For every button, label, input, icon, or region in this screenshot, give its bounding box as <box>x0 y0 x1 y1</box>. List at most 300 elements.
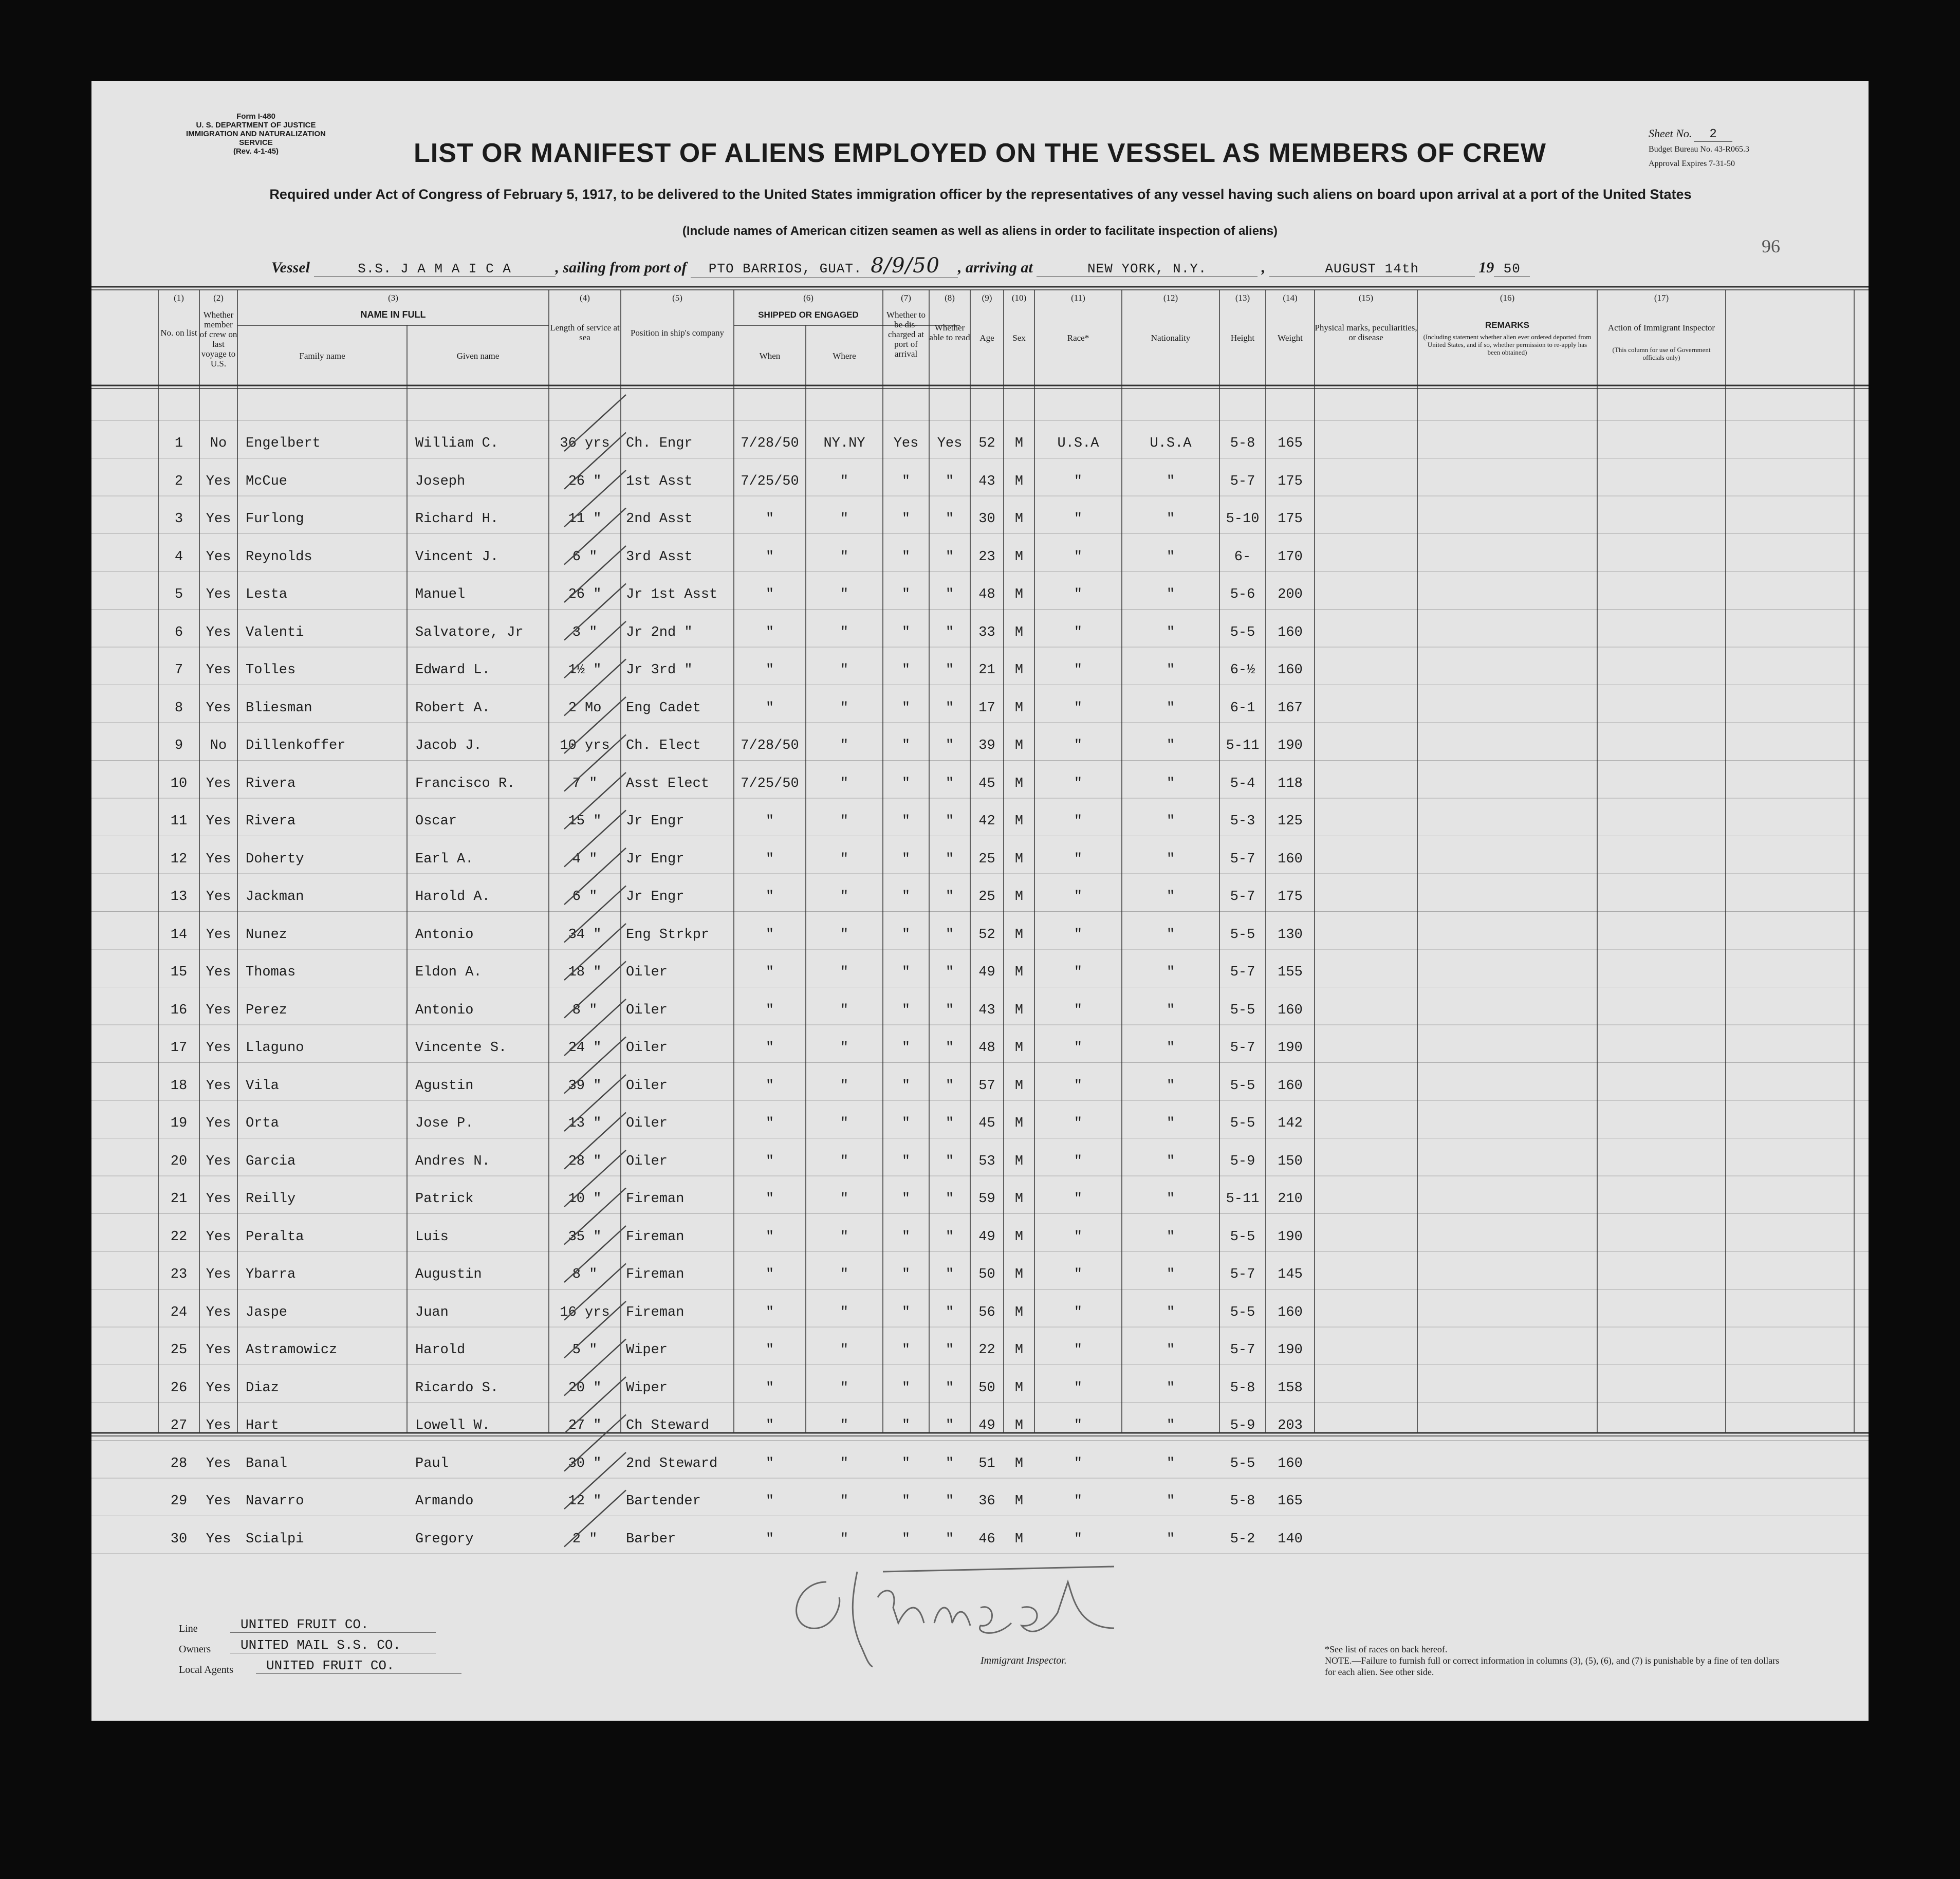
nationality-cell: " <box>1166 1229 1175 1245</box>
col-num: (14) <box>1283 293 1298 303</box>
discharged-cell: " <box>901 889 911 905</box>
age-cell: 45 <box>978 1116 995 1131</box>
when-cell: " <box>765 1304 774 1320</box>
weight-cell: 200 <box>1278 587 1303 602</box>
discharged-cell: " <box>901 1456 911 1471</box>
age-cell: 57 <box>978 1078 995 1094</box>
race-cell: " <box>1074 587 1083 602</box>
last-voyage-cell: Yes <box>206 1456 231 1471</box>
race-cell: " <box>1074 624 1083 640</box>
sailing-label: , sailing from port of <box>555 259 687 276</box>
when-cell: " <box>765 1191 774 1207</box>
discharged-cell: " <box>901 700 911 716</box>
last-voyage-cell: Yes <box>206 700 231 716</box>
sex-cell: M <box>1014 1342 1024 1358</box>
footnotes <box>1325 1644 1787 1678</box>
row-number: 3 <box>174 511 183 527</box>
where-cell: " <box>840 1229 849 1245</box>
able-to-read-cell: " <box>945 776 954 791</box>
height-cell: 5-5 <box>1230 624 1255 640</box>
nationality-cell: " <box>1166 1078 1175 1094</box>
position-cell: Wiper <box>626 1380 668 1396</box>
discharged-cell: " <box>901 1116 911 1131</box>
nationality-cell: " <box>1166 587 1175 602</box>
weight-cell: 175 <box>1278 889 1303 905</box>
header-length-of-service: Length of service at sea <box>550 323 620 342</box>
revision: (Rev. 4-1-45) <box>233 147 279 156</box>
sex-cell: M <box>1014 1494 1024 1509</box>
family-name-cell: Llaguno <box>246 1040 304 1056</box>
given-name-cell: Andres N. <box>415 1153 490 1169</box>
height-cell: 5-5 <box>1230 1456 1255 1471</box>
able-to-read-cell: " <box>945 814 954 829</box>
service-cell: 30 " <box>568 1456 602 1471</box>
when-cell: " <box>765 1531 774 1547</box>
sex-cell: M <box>1014 1380 1024 1396</box>
race-cell: " <box>1074 851 1083 867</box>
given-name-cell: Vincente S. <box>415 1040 507 1056</box>
family-name-cell: Astramowicz <box>246 1342 338 1358</box>
weight-cell: 150 <box>1278 1153 1303 1169</box>
nationality-cell: " <box>1166 889 1175 905</box>
when-cell: " <box>765 1380 774 1396</box>
able-to-read-cell: " <box>945 1267 954 1282</box>
nationality-cell: " <box>1166 1153 1175 1169</box>
nationality-cell: " <box>1166 700 1175 716</box>
col-num: (4) <box>580 293 590 303</box>
race-cell: U.S.A <box>1057 436 1099 451</box>
nationality-cell: " <box>1166 1456 1175 1471</box>
family-name-cell: Reynolds <box>246 549 312 565</box>
age-cell: 39 <box>978 738 995 753</box>
height-cell: 5-7 <box>1230 1342 1255 1358</box>
service-cell: 24 " <box>568 1040 602 1056</box>
nationality-cell: " <box>1166 473 1175 489</box>
sex-cell: M <box>1014 814 1024 829</box>
discharged-cell: " <box>901 1267 911 1282</box>
position-cell: Oiler <box>626 1153 668 1169</box>
nationality-cell: " <box>1166 549 1175 565</box>
where-cell: " <box>840 814 849 829</box>
when-cell: " <box>765 1002 774 1018</box>
given-name-cell: Juan <box>415 1304 449 1320</box>
position-cell: Eng Strkpr <box>626 927 710 943</box>
line-value: UNITED FRUIT CO. <box>230 1617 436 1633</box>
family-name-cell: Nunez <box>246 927 288 943</box>
given-name-cell: Salvatore, Jr <box>415 624 524 640</box>
given-name-cell: Earl A. <box>415 851 474 867</box>
race-cell: " <box>1074 1418 1083 1433</box>
family-name-cell: Bliesman <box>246 700 312 716</box>
service-cell: 34 " <box>568 927 602 943</box>
sex-cell: M <box>1014 1418 1024 1433</box>
header-able-to-read: Whether able to read <box>929 323 970 342</box>
when-cell: 7/25/50 <box>741 473 799 489</box>
age-cell: 49 <box>978 965 995 980</box>
where-cell: " <box>840 473 849 489</box>
race-cell: " <box>1074 549 1083 565</box>
sex-cell: M <box>1014 927 1024 943</box>
race-cell: " <box>1074 927 1083 943</box>
family-name-cell: Scialpi <box>246 1531 304 1547</box>
row-number: 19 <box>170 1116 188 1131</box>
header-nationality: Nationality <box>1151 333 1191 343</box>
position-cell: Ch Steward <box>626 1418 710 1433</box>
row-number: 18 <box>170 1078 188 1094</box>
family-name-cell: Rivera <box>246 776 296 791</box>
row-number: 1 <box>174 436 183 451</box>
last-voyage-cell: Yes <box>206 1116 231 1131</box>
inspector-signature <box>754 1551 1217 1669</box>
position-cell: Jr 1st Asst <box>626 587 718 602</box>
discharged-cell: " <box>901 1002 911 1018</box>
header-height: Height <box>1230 333 1255 343</box>
family-name-cell: Dillenkoffer <box>246 738 346 753</box>
discharged-cell: Yes <box>893 436 919 451</box>
col-num: (12) <box>1163 293 1178 303</box>
service-cell: 6 " <box>572 549 598 565</box>
when-cell: " <box>765 965 774 980</box>
race-cell: " <box>1074 1494 1083 1509</box>
able-to-read-cell: Yes <box>937 436 963 451</box>
row-number: 2 <box>174 473 183 489</box>
when-cell: " <box>765 1078 774 1094</box>
position-cell: Fireman <box>626 1191 685 1207</box>
col-num: (3) <box>388 293 398 303</box>
able-to-read-cell: " <box>945 889 954 905</box>
family-name-cell: Engelbert <box>246 436 321 451</box>
given-name-cell: Armando <box>415 1494 474 1509</box>
where-cell: " <box>840 1267 849 1282</box>
form-number: Form I-480 <box>236 112 275 121</box>
weight-cell: 160 <box>1278 662 1303 678</box>
height-cell: 5-5 <box>1230 1229 1255 1245</box>
last-voyage-cell: Yes <box>206 1267 231 1282</box>
last-voyage-cell: Yes <box>206 927 231 943</box>
given-name-cell: Harold A. <box>415 889 490 905</box>
age-cell: 49 <box>978 1418 995 1433</box>
where-cell: " <box>840 1494 849 1509</box>
nationality-cell: " <box>1166 1418 1175 1433</box>
weight-cell: 190 <box>1278 738 1303 753</box>
age-cell: 51 <box>978 1456 995 1471</box>
family-name-cell: Banal <box>246 1456 288 1471</box>
last-voyage-cell: Yes <box>206 549 231 565</box>
nationality-cell: " <box>1166 624 1175 640</box>
given-name-cell: Patrick <box>415 1191 474 1207</box>
row-number: 14 <box>170 927 188 943</box>
able-to-read-cell: " <box>945 1153 954 1169</box>
last-voyage-cell: Yes <box>206 511 231 527</box>
discharged-cell: " <box>901 662 911 678</box>
header-inspector-action: Action of Immigrant Inspector <box>1607 323 1715 333</box>
voyage-line: Vessel S.S. J A M A I C A , sailing from port of PTO BARRIOS, GUAT. 8/9/50 , arriving at NEW YORK, N.Y. , AUGUST 14th 19 50 <box>271 254 1530 278</box>
race-cell: " <box>1074 1040 1083 1056</box>
where-cell: " <box>840 738 849 753</box>
sex-cell: M <box>1014 436 1024 451</box>
service-cell: 3 " <box>572 624 598 640</box>
row-number: 27 <box>170 1418 188 1433</box>
row-number: 24 <box>170 1304 188 1320</box>
age-cell: 52 <box>978 436 995 451</box>
age-cell: 23 <box>978 549 995 565</box>
sex-cell: M <box>1014 1229 1024 1245</box>
when-cell: " <box>765 1040 774 1056</box>
race-cell: " <box>1074 1456 1083 1471</box>
family-name-cell: Orta <box>246 1116 279 1131</box>
position-cell: Jr Engr <box>626 814 685 829</box>
height-cell: 5-5 <box>1230 1304 1255 1320</box>
header-where: Where <box>833 351 856 361</box>
where-cell: " <box>840 965 849 980</box>
nationality-cell: " <box>1166 662 1175 678</box>
able-to-read-cell: " <box>945 473 954 489</box>
height-cell: 5-7 <box>1230 965 1255 980</box>
weight-cell: 210 <box>1278 1191 1303 1207</box>
service-cell: 2 " <box>572 1531 598 1547</box>
height-cell: 5-9 <box>1230 1418 1255 1433</box>
header-no-on-list: No. on list <box>160 328 197 338</box>
row-number: 4 <box>174 549 183 565</box>
row-number: 26 <box>170 1380 188 1396</box>
weight-cell: 170 <box>1278 549 1303 565</box>
last-voyage-cell: Yes <box>206 1494 231 1509</box>
nationality-cell: " <box>1166 1191 1175 1207</box>
age-cell: 43 <box>978 473 995 489</box>
nationality-cell: " <box>1166 776 1175 791</box>
discharged-cell: " <box>901 549 911 565</box>
weight-cell: 142 <box>1278 1116 1303 1131</box>
age-cell: 50 <box>978 1267 995 1282</box>
last-voyage-cell: Yes <box>206 1342 231 1358</box>
fine-note: NOTE.—Failure to furnish full or correct information in columns (3), (5), (6), and (7) is punishable by a fine of ten dollars for each alien. See other side. <box>1325 1655 1780 1677</box>
height-cell: 5-7 <box>1230 889 1255 905</box>
race-cell: " <box>1074 1304 1083 1320</box>
last-voyage-cell: Yes <box>206 851 231 867</box>
position-cell: Eng Cadet <box>626 700 701 716</box>
family-name-cell: Diaz <box>246 1380 279 1396</box>
weight-cell: 160 <box>1278 1456 1303 1471</box>
when-cell: " <box>765 814 774 829</box>
sex-cell: M <box>1014 624 1024 640</box>
when-cell: " <box>765 587 774 602</box>
nationality-cell: " <box>1166 738 1175 753</box>
able-to-read-cell: " <box>945 1418 954 1433</box>
races-note: *See list of races on back hereof. <box>1325 1644 1448 1654</box>
sex-cell: M <box>1014 1267 1024 1282</box>
sex-cell: M <box>1014 1153 1024 1169</box>
position-cell: Fireman <box>626 1267 685 1282</box>
weight-cell: 125 <box>1278 814 1303 829</box>
discharged-cell: " <box>901 473 911 489</box>
height-cell: 5-5 <box>1230 1002 1255 1018</box>
row-number: 23 <box>170 1267 188 1282</box>
weight-cell: 190 <box>1278 1040 1303 1056</box>
header-age: Age <box>979 333 994 343</box>
given-name-cell: Joseph <box>415 473 466 489</box>
service-cell: 16 yrs <box>560 1304 610 1320</box>
nationality-cell: " <box>1166 1304 1175 1320</box>
discharged-cell: " <box>901 1191 911 1207</box>
position-cell: Oiler <box>626 1002 668 1018</box>
weight-cell: 165 <box>1278 1494 1303 1509</box>
given-name-cell: Vincent J. <box>415 549 499 565</box>
nationality-cell: " <box>1166 851 1175 867</box>
age-cell: 50 <box>978 1380 995 1396</box>
service-cell: 6 " <box>572 889 598 905</box>
where-cell: " <box>840 1002 849 1018</box>
service-cell: 35 " <box>568 1229 602 1245</box>
race-cell: " <box>1074 776 1083 791</box>
position-cell: Oiler <box>626 1078 668 1094</box>
sex-cell: M <box>1014 738 1024 753</box>
discharged-cell: " <box>901 1418 911 1433</box>
given-name-cell: Antonio <box>415 927 474 943</box>
when-cell: " <box>765 1494 774 1509</box>
weight-cell: 160 <box>1278 1304 1303 1320</box>
nationality-cell: " <box>1166 511 1175 527</box>
family-name-cell: Tolles <box>246 662 296 678</box>
manifest-page <box>91 81 1869 1721</box>
position-cell: Fireman <box>626 1304 685 1320</box>
header-inspector-note: (This column for use of Government officials only) <box>1612 346 1711 361</box>
row-number: 6 <box>174 624 183 640</box>
col-num: (5) <box>672 293 682 303</box>
weight-cell: 175 <box>1278 473 1303 489</box>
able-to-read-cell: " <box>945 624 954 640</box>
able-to-read-cell: " <box>945 662 954 678</box>
service-cell: 1½ " <box>568 662 602 678</box>
given-name-cell: Lowell W. <box>415 1418 490 1433</box>
sheet-label: Sheet No. <box>1649 127 1692 140</box>
last-voyage-cell: Yes <box>206 1380 231 1396</box>
last-voyage-cell: Yes <box>206 1304 231 1320</box>
service-cell: 13 " <box>568 1116 602 1131</box>
service-cell: 26 " <box>568 473 602 489</box>
when-cell: " <box>765 662 774 678</box>
family-name-cell: Garcia <box>246 1153 296 1169</box>
nationality-cell: U.S.A <box>1150 436 1192 451</box>
family-name-cell: Reilly <box>246 1191 296 1207</box>
when-cell: " <box>765 889 774 905</box>
last-voyage-cell: Yes <box>206 814 231 829</box>
race-cell: " <box>1074 1267 1083 1282</box>
local-agents-label: Local Agents <box>179 1664 234 1675</box>
where-cell: " <box>840 1116 849 1131</box>
sex-cell: M <box>1014 1002 1024 1018</box>
weight-cell: 158 <box>1278 1380 1303 1396</box>
row-number: 29 <box>170 1494 188 1509</box>
able-to-read-cell: " <box>945 511 954 527</box>
subtitle-note: (Include names of American citizen seamen as well as aliens in order to facilitate inspection of aliens) <box>682 224 1278 238</box>
service-cell: 4 " <box>572 851 598 867</box>
row-number: 15 <box>170 965 188 980</box>
age-cell: 59 <box>978 1191 995 1207</box>
able-to-read-cell: " <box>945 1342 954 1358</box>
weight-cell: 165 <box>1278 436 1303 451</box>
position-cell: 2nd Steward <box>626 1456 718 1471</box>
col-num: (11) <box>1071 293 1085 303</box>
where-cell: " <box>840 1342 849 1358</box>
nationality-cell: " <box>1166 965 1175 980</box>
nationality-cell: " <box>1166 1002 1175 1018</box>
last-voyage-cell: Yes <box>206 1191 231 1207</box>
row-number: 9 <box>174 738 183 753</box>
age-cell: 25 <box>978 889 995 905</box>
last-voyage-cell: Yes <box>206 1040 231 1056</box>
sex-cell: M <box>1014 1116 1024 1131</box>
service-cell: 15 " <box>568 814 602 829</box>
row-number: 22 <box>170 1229 188 1245</box>
last-voyage-cell: Yes <box>206 776 231 791</box>
last-voyage-cell: Yes <box>206 1531 231 1547</box>
age-cell: 30 <box>978 511 995 527</box>
able-to-read-cell: " <box>945 700 954 716</box>
able-to-read-cell: " <box>945 587 954 602</box>
col-num: (2) <box>213 293 224 303</box>
header-remarks: REMARKS <box>1485 320 1529 330</box>
age-cell: 53 <box>978 1153 995 1169</box>
position-cell: 2nd Asst <box>626 511 693 527</box>
where-cell: " <box>840 1456 849 1471</box>
service-cell: 7 " <box>572 776 598 791</box>
service-cell: 26 " <box>568 587 602 602</box>
header-position: Position in ship's company <box>630 328 725 338</box>
able-to-read-cell: " <box>945 1456 954 1471</box>
given-name-cell: Eldon A. <box>415 965 482 980</box>
family-name-cell: McCue <box>246 473 288 489</box>
header-given-name: Given name <box>456 351 500 361</box>
weight-cell: 190 <box>1278 1342 1303 1358</box>
age-cell: 48 <box>978 1040 995 1056</box>
family-name-cell: Ybarra <box>246 1267 296 1282</box>
age-cell: 42 <box>978 814 995 829</box>
family-name-cell: Navarro <box>246 1494 304 1509</box>
given-name-cell: Francisco R. <box>415 776 515 791</box>
sailing-date: 8/9/50 <box>871 254 940 278</box>
position-cell: 3rd Asst <box>626 549 693 565</box>
last-voyage-cell: No <box>210 738 227 753</box>
when-cell: " <box>765 511 774 527</box>
when-cell: " <box>765 1418 774 1433</box>
weight-cell: 203 <box>1278 1418 1303 1433</box>
weight-cell: 190 <box>1278 1229 1303 1245</box>
position-cell: Oiler <box>626 965 668 980</box>
last-voyage-cell: Yes <box>206 1078 231 1094</box>
row-number: 7 <box>174 662 183 678</box>
sex-cell: M <box>1014 549 1024 565</box>
service-cell: 12 " <box>568 1494 602 1509</box>
family-name-cell: Furlong <box>246 511 304 527</box>
where-cell: " <box>840 1380 849 1396</box>
weight-cell: 155 <box>1278 965 1303 980</box>
sex-cell: M <box>1014 662 1024 678</box>
discharged-cell: " <box>901 587 911 602</box>
able-to-read-cell: " <box>945 927 954 943</box>
service-cell: 8 " <box>572 1267 598 1282</box>
discharged-cell: " <box>901 851 911 867</box>
sex-cell: M <box>1014 965 1024 980</box>
race-cell: " <box>1074 1531 1083 1547</box>
height-cell: 5-5 <box>1230 1116 1255 1131</box>
row-number: 21 <box>170 1191 188 1207</box>
given-name-cell: Harold <box>415 1342 466 1358</box>
header-weight: Weight <box>1278 333 1303 343</box>
sheet-number: 2 <box>1694 127 1732 142</box>
race-cell: " <box>1074 700 1083 716</box>
given-name-cell: Augustin <box>415 1267 482 1282</box>
header-when: When <box>759 351 781 361</box>
